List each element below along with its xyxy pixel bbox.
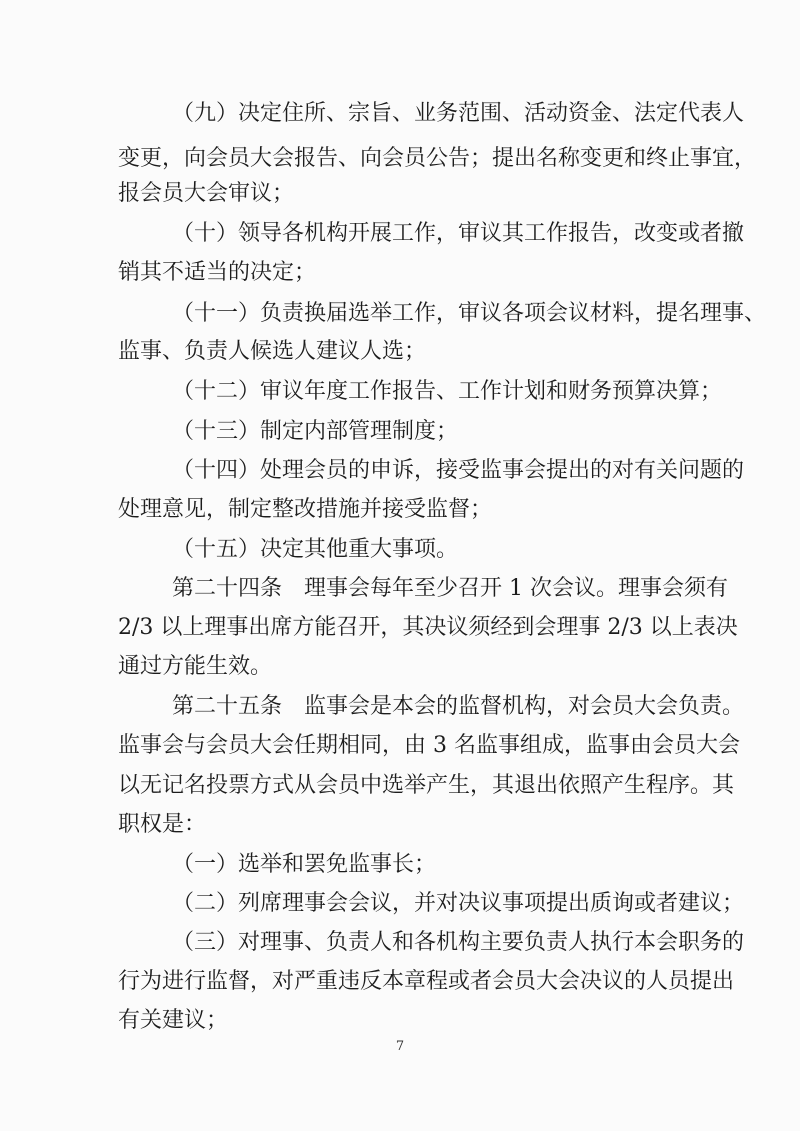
text-line: （十）领导各机构开展工作，审议其工作报告，改变或者撤	[172, 221, 745, 246]
text-line: 2/3 以上理事出席方能召开，其决议须经到会理事 2/3 以上表决	[118, 615, 738, 640]
text-line: 监事、负责人候选人建议人选；	[118, 339, 427, 364]
text-line: 通过方能生效。	[118, 654, 273, 679]
text-line: （十三）制定内部管理制度；	[172, 419, 459, 444]
text-line: （十二）审议年度工作报告、工作计划和财务预算决算；	[172, 379, 723, 404]
text-line: 以无记名投票方式从会员中选举产生，其退出依照产生程序。其	[118, 773, 735, 798]
text-line: 变更，向会员大会报告、向会员公告；提出名称变更和终止事宜，	[118, 146, 757, 171]
text-line: 职权是：	[118, 812, 207, 837]
text-line: 销其不适当的决定；	[118, 260, 317, 285]
text-line: （十四）处理会员的申诉，接受监事会提出的对有关问题的	[172, 458, 745, 483]
text-line: （九）决定住所、宗旨、业务范围、活动资金、法定代表人	[172, 101, 745, 126]
text-line: 监事会与会员大会任期相同，由 3 名监事组成，监事由会员大会	[118, 733, 740, 758]
text-line: 处理意见，制定整改措施并接受监督；	[118, 497, 493, 522]
page-number: 7	[395, 1039, 405, 1054]
text-line: 第二十五条 监事会是本会的监督机构，对会员大会负责。	[172, 694, 745, 719]
text-line: （一）选举和罢免监事长；	[172, 852, 437, 877]
text-line: （十五）决定其他重大事项。	[172, 537, 459, 562]
text-line: （三）对理事、负责人和各机构主要负责人执行本会职务的	[172, 930, 745, 955]
text-line: 报会员大会审议；	[118, 181, 295, 206]
text-line: （二）列席理事会会议，并对决议事项提出质询或者建议；	[172, 891, 745, 916]
text-line: （十一）负责换届选举工作，审议各项会议材料，提名理事、	[172, 301, 767, 326]
text-line: 行为进行监督，对严重违反本章程或者会员大会决议的人员提出	[118, 969, 735, 994]
text-line: 第二十四条 理事会每年至少召开 1 次会议。理事会须有	[172, 576, 728, 601]
text-line: 有关建议；	[118, 1008, 229, 1033]
